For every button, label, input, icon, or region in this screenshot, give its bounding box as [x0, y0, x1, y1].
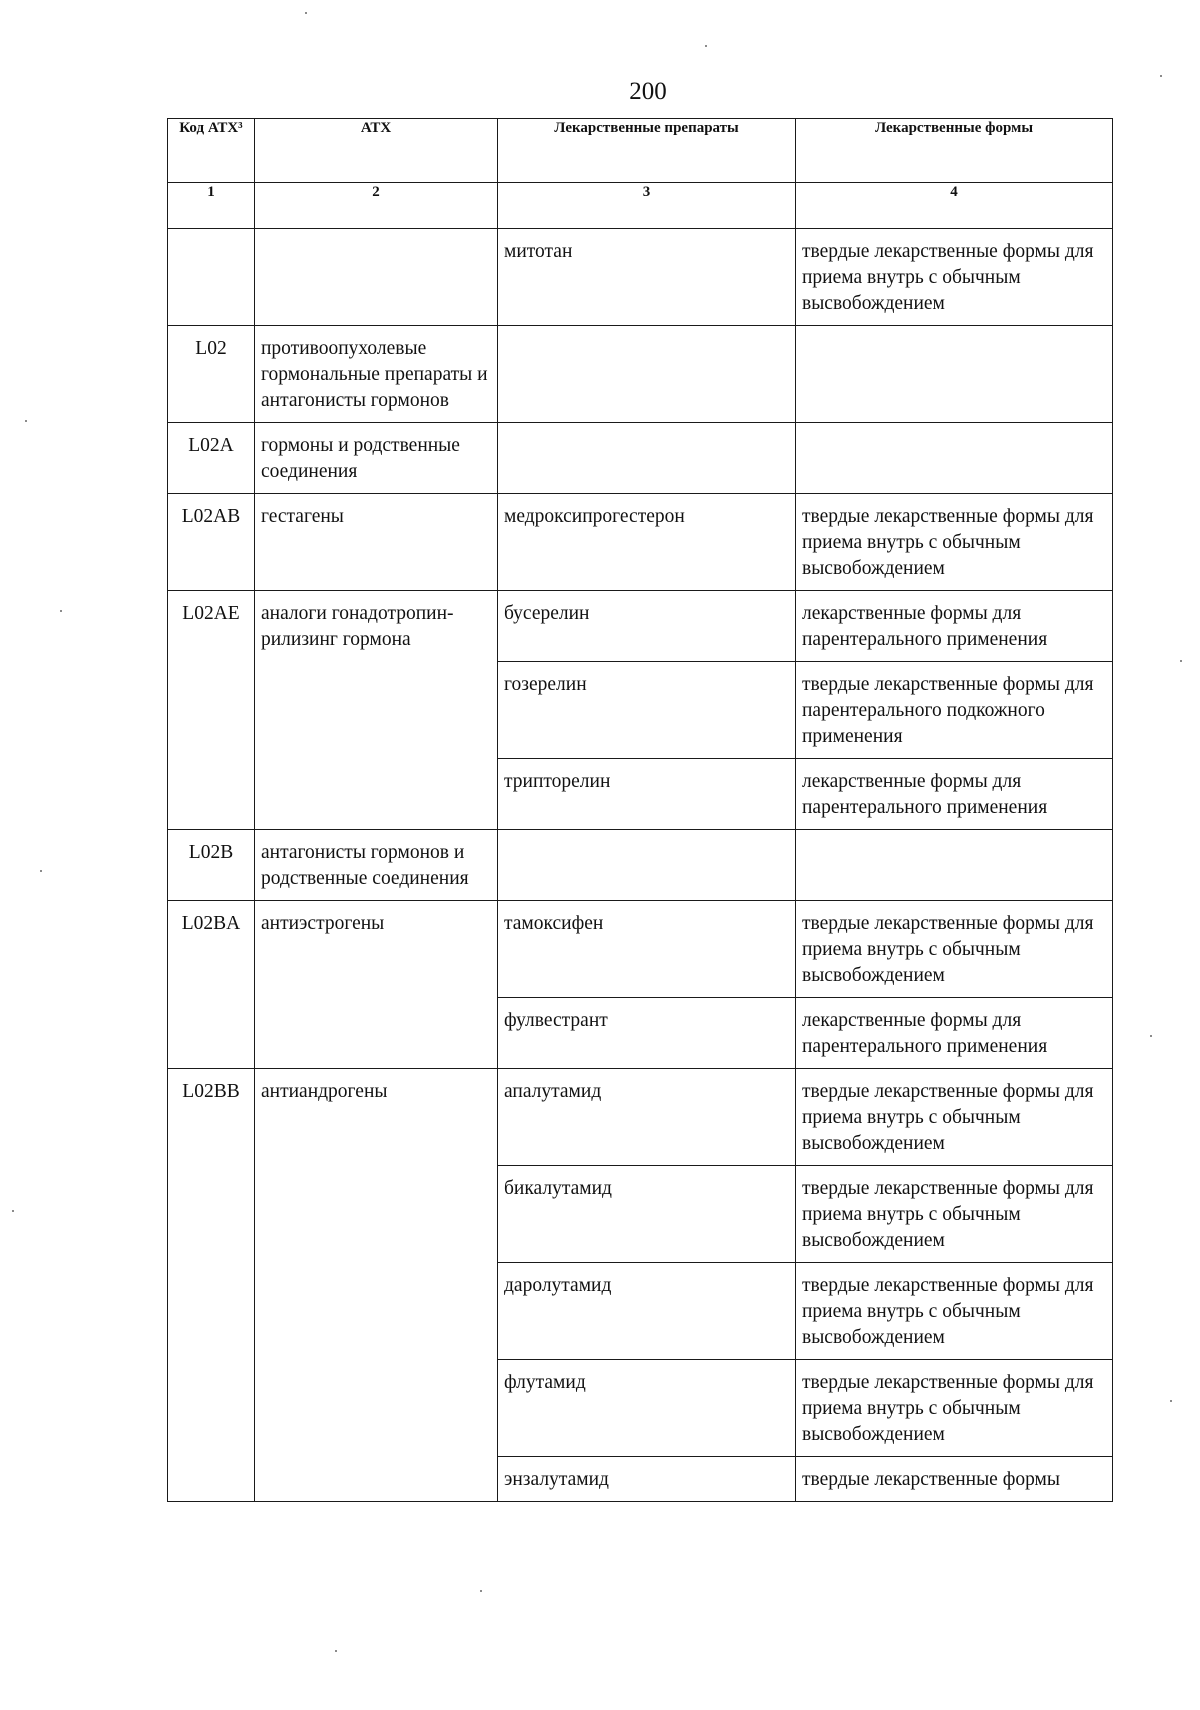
form-cell: твердые лекарственные формы для приема внутрь с обычным высвобождением — [796, 1263, 1113, 1360]
drug-cell: трипторелин — [498, 759, 796, 830]
form-cell: лекарственные формы для парентерального применения — [796, 591, 1113, 662]
drug-cell — [498, 326, 796, 423]
atc-name-cell: антагонисты гормонов и родственные соединения — [255, 830, 498, 901]
drug-cell: митотан — [498, 229, 796, 326]
atc-name-cell: гормоны и родственные соединения — [255, 423, 498, 494]
table-row — [168, 830, 1113, 901]
table-row — [168, 901, 1113, 998]
form-cell — [796, 423, 1113, 494]
drug-cell: бикалутамид — [498, 1166, 796, 1263]
form-cell: лекарственные формы для парентерального применения — [796, 998, 1113, 1069]
table-row — [168, 229, 1113, 326]
atc-name-cell: противоопухолевые гормональные препараты и антагонисты гормонов — [255, 326, 498, 423]
page-number: 200 — [629, 78, 667, 105]
column-number: 1 — [168, 183, 255, 229]
atc-name-cell: антиандрогены — [255, 1069, 498, 1502]
form-cell: твердые лекарственные формы для приема внутрь с обычным высвобождением — [796, 494, 1113, 591]
table-header-row — [168, 119, 1113, 183]
form-cell: твердые лекарственные формы — [796, 1457, 1113, 1502]
column-number: 3 — [498, 183, 796, 229]
drug-cell: флутамид — [498, 1360, 796, 1457]
drug-cell: медроксипрогестерон — [498, 494, 796, 591]
atc-name-cell: гестагены — [255, 494, 498, 591]
drug-cell: бусерелин — [498, 591, 796, 662]
drug-cell — [498, 830, 796, 901]
atc-code-cell: L02AB — [168, 494, 255, 591]
form-cell: лекарственные формы для парентерального применения — [796, 759, 1113, 830]
atc-code-cell: L02B — [168, 830, 255, 901]
form-cell: твердые лекарственные формы для приема внутрь с обычным высвобождением — [796, 1069, 1113, 1166]
table-row — [168, 1069, 1113, 1166]
atc-name-cell: антиэстрогены — [255, 901, 498, 1069]
atc-code-cell: L02BB — [168, 1069, 255, 1502]
form-cell: твердые лекарственные формы для парентерального подкожного применения — [796, 662, 1113, 759]
atc-code-cell: L02 — [168, 326, 255, 423]
table-row — [168, 326, 1113, 423]
drug-cell: апалутамид — [498, 1069, 796, 1166]
atc-name-cell — [255, 229, 498, 326]
atc-drug-table — [167, 118, 1113, 1502]
header-atc: АТХ — [255, 119, 498, 183]
drug-cell: тамоксифен — [498, 901, 796, 998]
column-number: 2 — [255, 183, 498, 229]
column-number-row — [168, 183, 1113, 229]
atc-name-cell: аналоги гонадотропин-рилизинг гормона — [255, 591, 498, 830]
header-forms: Лекарственные формы — [796, 119, 1113, 183]
atc-code-cell — [168, 229, 255, 326]
atc-code-cell: L02A — [168, 423, 255, 494]
form-cell: твердые лекарственные формы для приема внутрь с обычным высвобождением — [796, 1360, 1113, 1457]
drug-cell: фулвестрант — [498, 998, 796, 1069]
form-cell: твердые лекарственные формы для приема внутрь с обычным высвобождением — [796, 901, 1113, 998]
column-number: 4 — [796, 183, 1113, 229]
table-row — [168, 423, 1113, 494]
drug-cell — [498, 423, 796, 494]
header-code: Код АТХ³ — [168, 119, 255, 183]
drug-cell: энзалутамид — [498, 1457, 796, 1502]
table-row — [168, 591, 1113, 662]
header-drugs: Лекарственные препараты — [498, 119, 796, 183]
table-row — [168, 494, 1113, 591]
atc-code-cell: L02BA — [168, 901, 255, 1069]
drug-cell: гозерелин — [498, 662, 796, 759]
form-cell: твердые лекарственные формы для приема внутрь с обычным высвобождением — [796, 229, 1113, 326]
form-cell: твердые лекарственные формы для приема внутрь с обычным высвобождением — [796, 1166, 1113, 1263]
form-cell — [796, 830, 1113, 901]
drug-cell: даролутамид — [498, 1263, 796, 1360]
form-cell — [796, 326, 1113, 423]
atc-code-cell: L02AE — [168, 591, 255, 830]
